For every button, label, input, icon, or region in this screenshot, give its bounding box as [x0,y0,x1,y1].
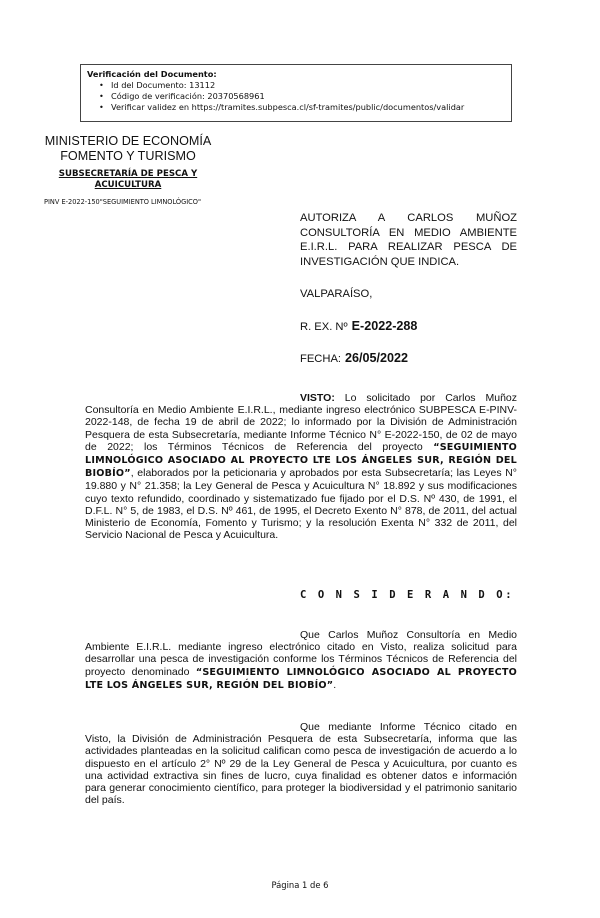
visto-project-name: “SEGUIMIENTO LIMNOLÓGICO ASOCIADO AL PROYECTO LTE LOS ÁNGELES SUR, REGIÓN DEL BIOBÍO” [85,441,517,480]
verification-box [80,64,512,122]
verification-code: • Código de verificación: 20370568961 [99,91,505,102]
visto-paragraph [85,392,517,541]
ministry-heading [40,134,216,164]
visto-label: VISTO: [300,392,335,404]
considerando-paragraph-1 [85,629,517,692]
considerando-p1-project: “SEGUIMIENTO LIMNOLÓGICO ASOCIADO AL PROYECTO LTE LOS ÁNGELES SUR, REGIÓN DEL BIOBÍO” [85,666,518,691]
verification-title: Verificación del Documento: [87,69,217,79]
subsecretaria-heading: SUBSECRETARÍA DE PESCA Y ACUICULTURA [58,169,198,190]
considerando-heading: C O N S I D E R A N D O: [300,589,515,601]
considerando-p1-end: . [333,678,337,691]
considerando-p1-text: Que Carlos Muñoz Consultoría en Medio Ambiente E.I.R.L. mediante ingreso electrónico citado en Visto, realiza solicitud para desarrollar una pesca de investigación conforme los Términos Técnicos de Referencia del proyecto denominado [85,629,517,678]
resolution-date [300,351,408,365]
date-label: FECHA: [300,353,342,365]
document-id: • Id del Documento: 13112 [99,80,505,91]
verification-url[interactable]: • Verificar validez en https://tramites.subpesca.cl/sf-tramites/public/documentos/validar [99,102,505,113]
resolution-number [300,319,417,333]
visto-text-1: Lo solicitado por Carlos Muñoz Consultoría en Medio Ambiente E.I.R.L., mediante ingreso electrónico SUBPESCA E-PINV-2022-148, de fecha 19 de abril de 2022; lo informado por la División de Administración Pesquera de esta Subsecretaría, mediante Informe Técnico N° E-2022-150, de 02 de mayo de 2022; los Términos Técnicos de Referencia del proyecto [85,392,517,453]
rex-number: E-2022-288 [351,319,418,333]
date-value: 26/05/2022 [345,351,409,365]
considerando-p2-text: Que mediante Informe Técnico citado en Visto, la División de Administración Pesquera de esta Subsecretaría, informa que las actividades planteadas en la solicitud califican como pesca de investigación de acuerdo a lo dispuesto en el artículo 2° Nº 29 de la Ley General de Pesca y Acuicultura, por cuanto es una actividad extractiva sin fines de lucro, cuya finalidad es obtener datos e información para generar conocimiento científico, para proteger la biodiversidad y el patrimonio sanitario del país. [85,721,517,807]
rex-label: R. EX. Nº [300,321,348,333]
ministry-line-1: MINISTERIO DE ECONOMÍA [44,134,212,148]
verification-list [99,80,505,113]
reference-code: PINV E-2022-150"SEGUIMIENTO LIMNOLÓGICO" [44,198,202,206]
visto-text-2: , elaborados por la peticionaria y aprobados por esta Subsecretaría; las Leyes N° 19.880 y N° 21.358; la Ley General de Pesca y Acuicultura N° 18.892 y sus modificaciones cuyo texto refundido, coordinado y sistematizado fue fijado por el D.S. Nº 430, de 1991, el D.F.L. N° 5, de 1983, el D.S. Nº 461, de 1995, el Decreto Exento N° 878, de 2011, del actual Ministerio de Economía, Fomento y Turismo; y la resolución Exenta N° 332 de 2011, del Servicio Nacional de Pesca y Acuicultura. [85,467,517,542]
resolution-summary: AUTORIZA A CARLOS MUÑOZ CONSULTORÍA EN MEDIO AMBIENTE E.I.R.L. PARA REALIZAR PESCA DE INVESTIGACIÓN QUE INDICA. [300,212,517,268]
ministry-line-2: FOMENTO Y TURISMO [60,149,196,163]
considerando-paragraph-2 [85,721,517,806]
city-line: VALPARAÍSO, [300,288,373,300]
page-number: Página 1 de 6 [271,880,329,890]
